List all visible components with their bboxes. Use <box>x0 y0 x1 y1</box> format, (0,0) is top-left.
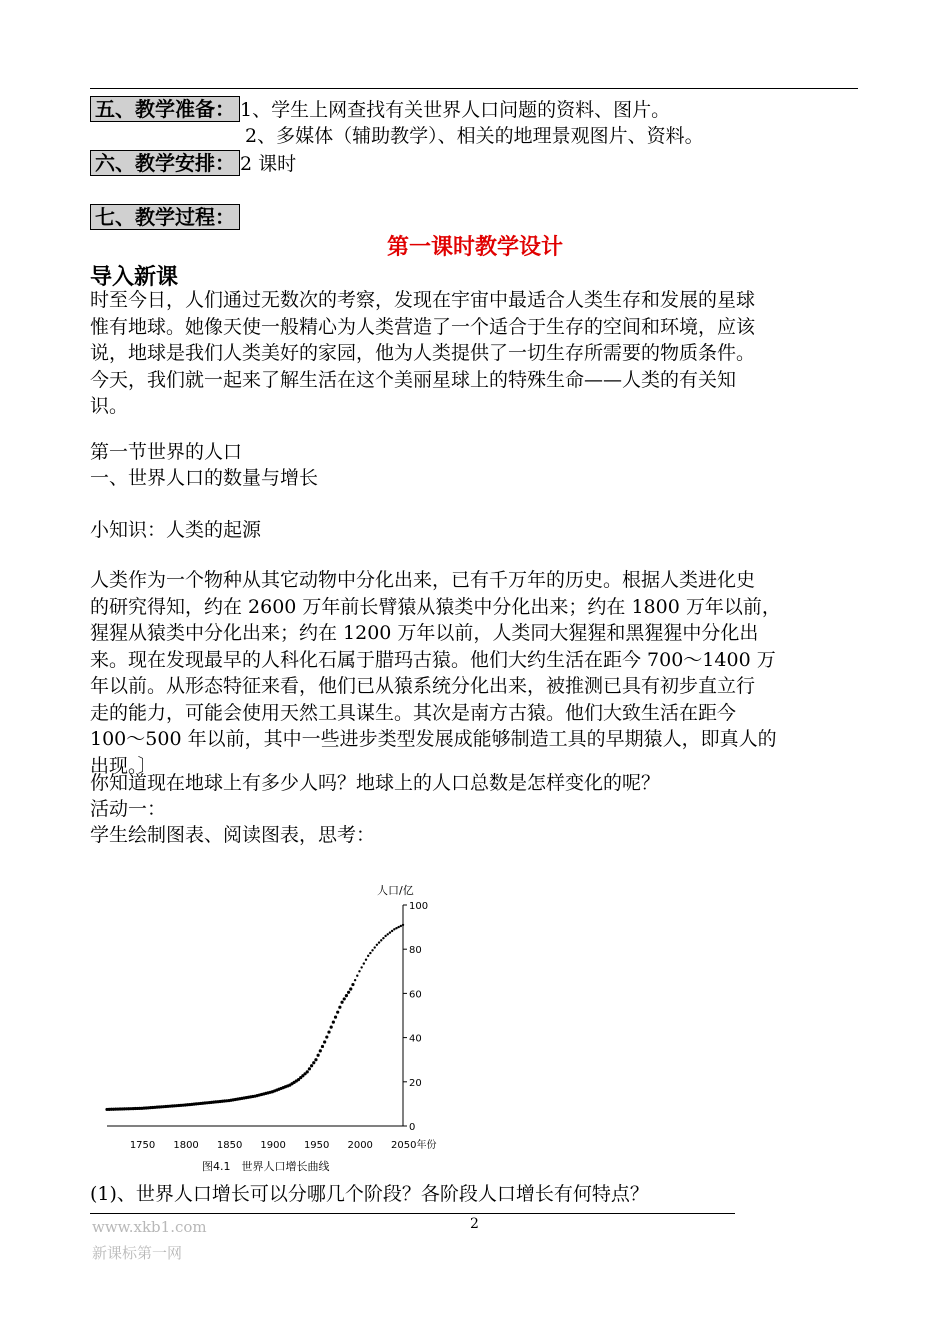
y-tick-label: 80 <box>409 945 422 957</box>
x-tick-label: 1750 <box>129 1140 156 1151</box>
section-subtitle: 一、世界人口的数量与增长 <box>90 467 319 489</box>
data-point <box>330 1026 333 1029</box>
data-point <box>345 994 348 997</box>
y-tick-label: 20 <box>409 1077 422 1089</box>
y-tick-label: 40 <box>409 1033 422 1045</box>
data-point <box>360 966 362 968</box>
chart-caption: 图4.1 世界人口增长曲线 <box>202 1160 330 1173</box>
tip-line: 出现。〕 <box>90 754 157 777</box>
chart-ylabel: 人口/亿 <box>377 884 414 897</box>
data-point <box>402 924 404 926</box>
data-point <box>308 1067 311 1070</box>
intro-line: 说，地球是我们人类美好的家园，他为人类提供了一切生存所需要的物质条件。 <box>90 342 756 364</box>
intro-line: 惟有地球。她像天使一般精心为人类营造了一个适合于生存的空间和环境，应该 <box>90 315 756 338</box>
x-tick-label: 2000 <box>347 1140 373 1151</box>
data-point <box>343 997 346 1000</box>
data-point <box>374 946 376 948</box>
intro-line: 识。 <box>90 395 129 417</box>
prep-item-1: 1、学生上网查找有关世界人口问题的资料、图片。 <box>240 99 671 121</box>
data-point <box>376 944 378 946</box>
process-label: 七、教学过程： <box>90 204 240 230</box>
intro-line: 今天，我们就一起来了解生活在这个美丽星球上的特殊生命——人类的有关知 <box>90 368 737 391</box>
x-tick-label: 1900 <box>260 1140 286 1151</box>
header-rule <box>90 88 858 89</box>
data-point <box>347 991 350 994</box>
data-point <box>393 928 395 930</box>
data-point <box>334 1016 337 1019</box>
tip-line: 猩猩从猿类中分化出来；约在 1200 万年以前，人类同大猩猩和黑猩猩中分化出 <box>90 622 759 644</box>
page-number: 2 <box>470 1216 479 1232</box>
y-tick-label: 100 <box>409 901 429 912</box>
watermark-url: www.xkb1.com <box>92 1218 207 1236</box>
tip-line: 来。现在发现最早的人科化石属于腊玛古猿。他们大约生活在距今 700～1400 万 <box>90 648 776 671</box>
data-point <box>351 983 354 986</box>
data-point <box>325 1035 328 1038</box>
data-point <box>356 975 358 977</box>
data-point <box>338 1006 341 1009</box>
data-point <box>369 952 371 954</box>
data-point <box>327 1030 330 1033</box>
tip-line: 走的能力，可能会使用天然工具谋生。其次是南方古猿。他们大致生活在距今 <box>90 701 737 724</box>
data-point <box>306 1070 309 1073</box>
activity-label: 活动一： <box>90 798 167 820</box>
data-point <box>363 962 365 964</box>
process-row <box>90 204 240 230</box>
data-point <box>319 1049 322 1052</box>
data-point <box>314 1058 317 1061</box>
tip-line: 的研究得知，约在 2600 万年前长臂猿从猿类中分化出来；约在 1800 万年以前， <box>90 595 781 618</box>
data-point <box>395 927 397 929</box>
data-point <box>312 1061 315 1064</box>
population-chart <box>95 875 495 1180</box>
tip-paragraph <box>90 567 870 779</box>
schedule-row <box>90 150 296 176</box>
data-point <box>323 1040 326 1043</box>
prep-label: 五、教学准备： <box>90 96 240 122</box>
watermark-name: 新课标第一网 <box>92 1244 183 1262</box>
x-tick-label: 1800 <box>173 1140 199 1151</box>
tip-title: 小知识：人类的起源 <box>90 519 262 541</box>
section-title: 第一节世界的人口 <box>90 441 243 463</box>
data-point <box>378 941 380 943</box>
data-point <box>384 935 386 937</box>
data-point <box>382 937 384 939</box>
schedule-value: 2 课时 <box>240 153 297 175</box>
question-intro: 你知道现在地球上有多少人吗？地球上的人口总数是怎样变化的呢？ <box>90 772 661 794</box>
data-point <box>358 970 360 972</box>
x-tick-label: 1850 <box>216 1140 243 1151</box>
tip-line: 人类作为一个物种从其它动物中分化出来，已有千万年的历史。根据人类进化史 <box>90 569 756 591</box>
data-point <box>367 955 369 957</box>
tip-line: 100～500 年以前，其中一些进步类型发展成能够制造工具的早期猿人，即真人的 <box>90 728 777 750</box>
data-point <box>349 987 352 990</box>
data-point <box>340 1001 343 1004</box>
data-point <box>389 931 391 933</box>
x-tick-label: 1950 <box>303 1140 330 1151</box>
intro-heading: 导入新课 <box>90 265 179 290</box>
data-point <box>336 1011 339 1014</box>
data-point <box>391 930 393 932</box>
data-point <box>371 949 373 951</box>
data-point <box>310 1064 313 1067</box>
data-point <box>317 1054 320 1057</box>
data-point <box>321 1045 324 1048</box>
question-1: (1)、世界人口增长可以分哪几个阶段？各阶段人口增长有何特点？ <box>90 1183 649 1205</box>
data-point <box>397 926 399 928</box>
tip-line: 年以前。从形态特征来看，他们已从猿系统分化出来，被推测已具有初步直立行 <box>90 675 756 697</box>
data-point <box>365 958 367 960</box>
data-point <box>354 979 356 981</box>
intro-paragraph <box>90 287 870 420</box>
prep-row <box>90 96 670 122</box>
activity-text: 学生绘制图表、阅读图表，思考： <box>90 824 376 846</box>
footer-rule <box>90 1213 735 1214</box>
lesson-title: 第一课时教学设计 <box>386 235 563 260</box>
y-tick-label: 60 <box>409 989 422 1001</box>
y-tick-label: 0 <box>409 1122 416 1133</box>
data-point <box>387 933 389 935</box>
schedule-label: 六、教学安排： <box>90 150 240 176</box>
x-tick-label: 2050年份 <box>391 1140 437 1151</box>
intro-line: 时至今日，人们通过无数次的考察，发现在宇宙中最适合人类生存和发展的星球 <box>90 289 756 311</box>
data-point <box>400 925 402 927</box>
prep-item-2: 2、多媒体（辅助教学）、相关的地理景观图片、资料。 <box>245 125 704 147</box>
data-point <box>380 939 382 941</box>
data-point <box>332 1021 335 1024</box>
